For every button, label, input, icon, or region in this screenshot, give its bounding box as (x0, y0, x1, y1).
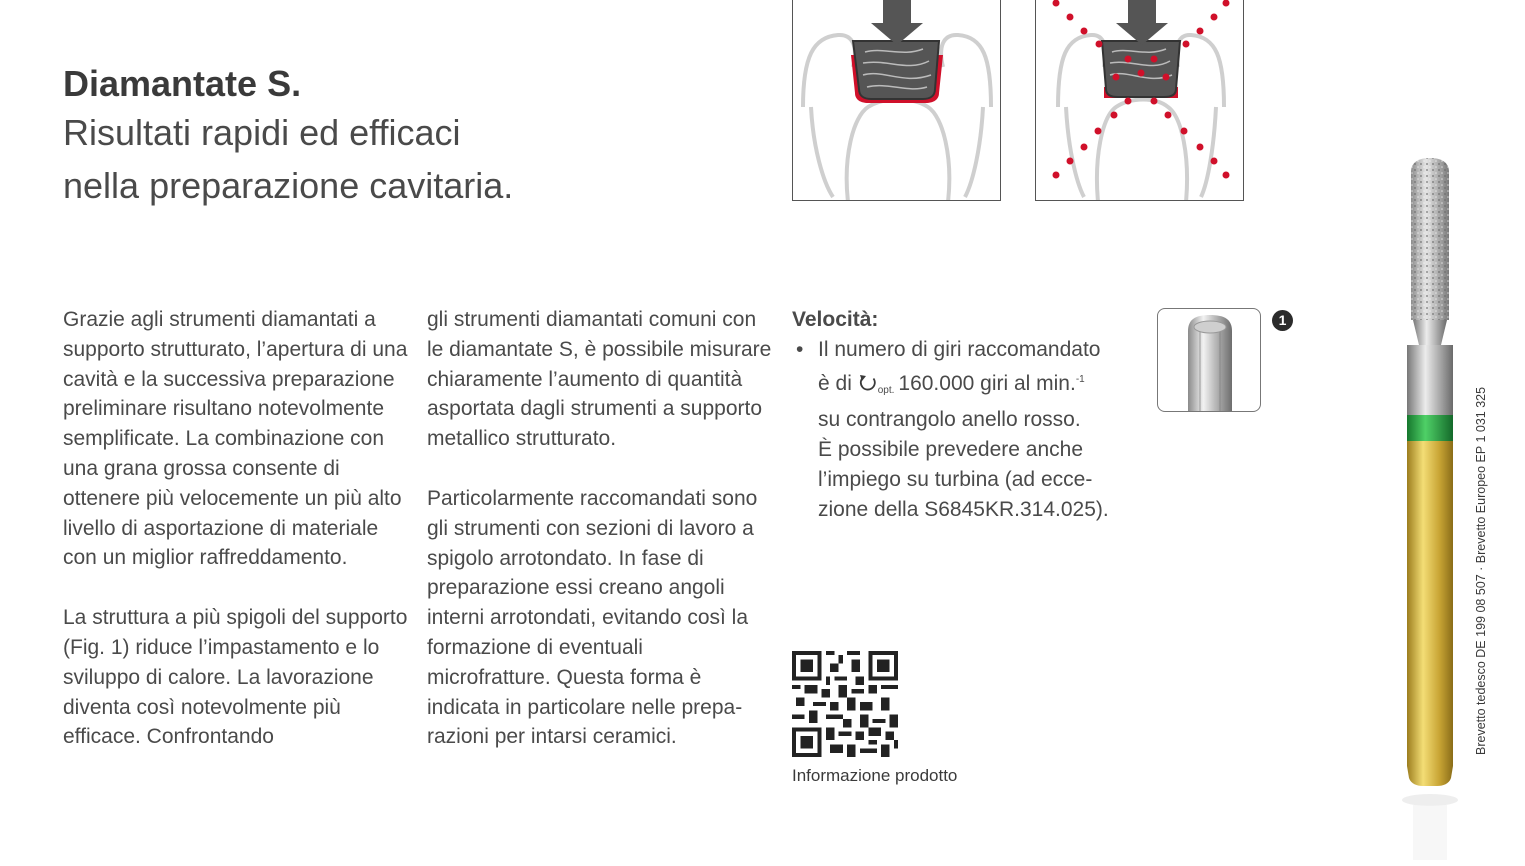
speed-line-1: Il numero di giri raccomandato (818, 337, 1101, 361)
column2-paragraph-2: Particolarmente raccomandati sono gli strumenti con sezioni di lavoro a spigolo arrotondato. In fase di preparazione essi creano angoli interni arrotondati, evitando così la formazione di eventuali microfratture. Questa forma è indicata in particolare nelle preparazioni per intarsi ceramici. (427, 486, 758, 749)
speed-line-2-prefix: è di (818, 371, 852, 395)
tooth-stress-illustration (1036, 0, 1244, 201)
qr-label: Informazione prodotto (792, 766, 958, 785)
figure-number-badge: 1 (1272, 310, 1293, 331)
column1-paragraph-2: La struttura a più spigoli del supporto (Fig. 1) riduce l’impastamento e lo sviluppo di calore. La lavorazione diventa così notevolmente più efficace. Confrontando (63, 606, 408, 749)
speed-title: Velocità: (792, 308, 879, 331)
rpm-exponent: -1 (1075, 373, 1085, 385)
text-column-1 (63, 305, 408, 782)
subtitle-line-1: Risultati rapidi ed efficaci (63, 112, 461, 153)
speed-list-item (818, 335, 1132, 525)
speed-line-3: su contrangolo anello rosso. (818, 408, 1081, 432)
arrow-down-icon (871, 0, 923, 45)
rpm-value: 160.000 giri al min. (898, 371, 1076, 395)
qr-code[interactable] (792, 651, 898, 757)
subtitle-line-2: nella preparazione cavitaria. (63, 165, 514, 206)
figure-tooth-microfractures (1035, 0, 1244, 201)
patent-notice: Brevetto tedesco DE 199 08 507 · Brevetto Europeo EP 1 031 325 (1474, 386, 1488, 755)
arrow-down-icon (1116, 0, 1168, 45)
tooth-illustration (793, 0, 1001, 201)
bur-tip-detail (1157, 308, 1261, 412)
page-title: Diamantate S. (63, 63, 302, 104)
column2-paragraph-1: gli strumenti diamantati comuni con le diamantate S, è possibile misurare chiaramente l’aumento di quantità asportata dagli strumenti a supporto metallico strutturato. (427, 308, 772, 451)
diamond-bur-image (1395, 150, 1465, 860)
column1-paragraph-1: Grazie agli strumenti diamantati a supporto strutturato, l’apertura di una cavità e la successiva preparazione preliminare risultano notevolmente semplificate. La combinazione con una grana grossa consente di ottenere più velocemente un più alto livello di asportazione di materiale con un miglior raffreddamento. (63, 308, 408, 570)
figure-tooth-preparation (792, 0, 1001, 201)
opt-label: opt. (877, 384, 895, 396)
speed-line-4: È possibile prevedere anche l’impiego su turbina (ad eccezione della S6845KR.314.025). (818, 438, 1109, 521)
bur-tip-illustration (1158, 309, 1261, 412)
heading (63, 62, 513, 212)
speed-section (792, 305, 1132, 525)
text-column-2 (427, 305, 772, 782)
rotation-icon (858, 373, 878, 393)
speed-list (792, 335, 1132, 525)
